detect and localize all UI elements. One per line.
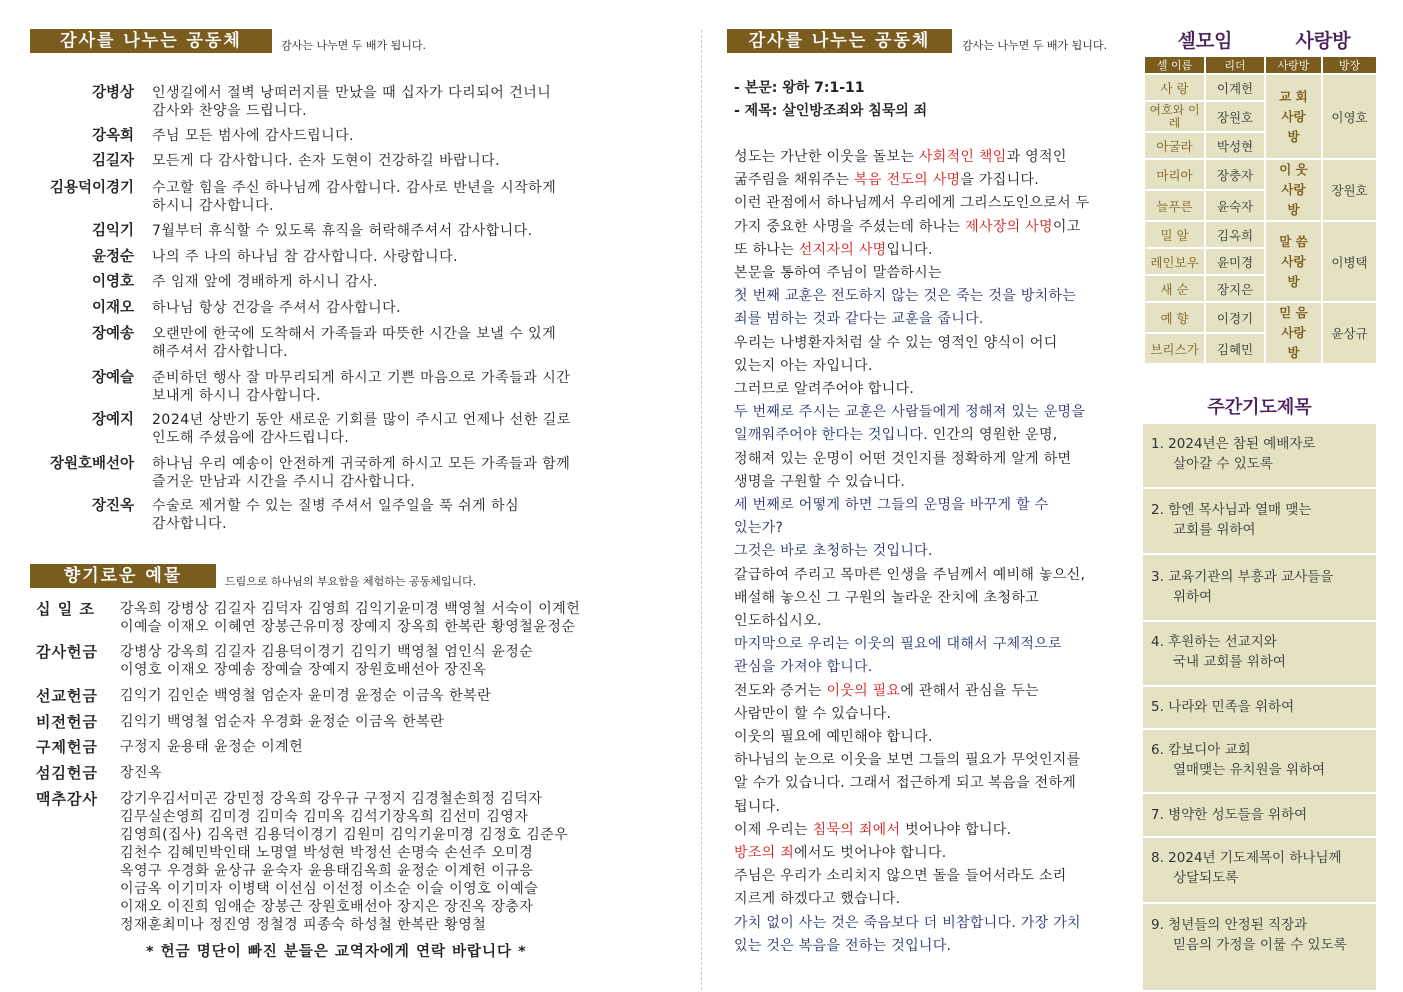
sermon-line [734, 147, 1134, 167]
prayer-item-line: 교회를 위하여 [1173, 522, 1256, 538]
sermon-text: 마지막으로 우리는 이웃의 필요에 대해서 구체적으로 [734, 636, 1062, 653]
room-head: 이병택 [1322, 221, 1377, 302]
prayer-item [1151, 632, 1373, 672]
sermon-text: 사람만이 할 수 있습니다. [734, 705, 892, 722]
cell-leader: 장지은 [1205, 275, 1265, 302]
thanks-message-line: 7월부터 휴식할 수 있도록 휴직을 허락해주셔서 감사합니다. [152, 223, 533, 239]
cell-row [1144, 74, 1377, 101]
offering-names-line: 강옥희 강병상 김길자 김덕자 김영희 김익기윤미경 백영철 서숙이 이계헌 [120, 601, 581, 617]
sermon-text: 본문을 통하여 주님이 말씀하시는 [734, 265, 942, 281]
sermon-emphasis: 선지자의 사명 [798, 241, 887, 258]
offering-label: 비전헌금 [36, 713, 98, 731]
cell-row [1144, 159, 1377, 190]
prayer-item [1151, 434, 1373, 474]
thanks-message [152, 325, 667, 361]
sermon-text: 관심을 가져야 합니다. [734, 659, 873, 676]
cell-name: 아굴라 [1144, 132, 1205, 159]
thanks-message-line: 2024년 상반기 동안 새로운 기회를 많이 주시고 언제나 선한 길로 [152, 412, 571, 428]
thanks-message [152, 455, 667, 491]
prayer-item-line: 2. 함엔 목사님과 열매 맺는 [1151, 502, 1312, 518]
thanks-message [152, 222, 667, 240]
offering-names-line: 김무실손영희 김미경 김미숙 김미옥 김석기장옥희 김선미 김영자 [120, 809, 529, 825]
prayer-item-line: 살아갈 수 있도록 [1173, 456, 1273, 472]
sermon-line [734, 913, 1134, 933]
sermon-text: 인도하십시오. [734, 613, 822, 629]
cell-leader-header: 리더 [1205, 56, 1265, 74]
cell-leader: 윤미경 [1205, 248, 1265, 275]
cell-name: 마리아 [1144, 159, 1205, 190]
sermon-text: 성도는 가난한 이웃을 돌보는 [734, 149, 919, 165]
thanks-message [152, 369, 667, 405]
prayer-title: 주간기도제목 [1207, 397, 1312, 418]
sermon-section-header: 감사를 나누는 공동체 [727, 29, 952, 53]
thanks-message-line: 인도해 주셨음에 감사드립니다. [152, 430, 350, 446]
thanks-message-line: 수술로 제거할 수 있는 질병 주셔서 일주일을 푹 쉬게 하심 [152, 498, 520, 514]
thanks-name: 윤정순 [91, 249, 134, 265]
prayer-item [1151, 915, 1373, 955]
prayer-item [1151, 567, 1373, 607]
cell-group-title: 셀모임 [1177, 30, 1233, 52]
cell-name: 밀 알 [1144, 221, 1205, 248]
sermon-line [734, 472, 1134, 492]
thanks-message-line: 하나님 항상 건강을 주셔서 감사합니다. [152, 300, 402, 316]
cell-name: 브리스가 [1144, 333, 1205, 364]
sermon-text: 있는가? [734, 520, 784, 537]
sermon-line [734, 704, 1134, 724]
sermon-text: 인간의 영원한 운명, [927, 427, 1058, 444]
sermon-line [734, 425, 1134, 445]
cell-leader: 이경기 [1205, 302, 1265, 333]
prayer-item-line: 위하여 [1173, 589, 1213, 605]
thanks-section-header: 감사를 나누는 공동체 [30, 29, 272, 53]
sermon-line [734, 449, 1134, 469]
offering-names-line: 강기우김서미곤 강민정 강옥희 강우규 구정지 김경철손희정 김덕자 [120, 791, 543, 807]
cell-row [1144, 302, 1377, 333]
offering-label: 십 일 조 [36, 600, 95, 618]
sermon-text: 두 번째로 주시는 교훈은 사람들에게 정해져 있는 운명을 [734, 404, 1086, 421]
sermon-text: 또 하나는 [734, 241, 799, 258]
sermon-text: 있는지 아는 자입니다. [734, 357, 873, 374]
prayer-separator [1143, 836, 1376, 838]
sermon-line [734, 820, 1134, 840]
offering-names [120, 713, 680, 731]
sermon-text: 이런 관점에서 하나님께서 우리에게 그리스도인으로서 두 [734, 195, 1090, 212]
offering-names [120, 687, 680, 705]
thanks-message-line: 감사와 찬양을 드립니다. [152, 103, 308, 119]
cell-group-table [1143, 55, 1378, 365]
love-room-title: 사랑방 [1295, 30, 1351, 52]
sermon-emphasis: 이웃의 필요 [826, 682, 901, 699]
sermon-line [734, 565, 1134, 585]
prayer-item [1151, 500, 1373, 540]
cell-leader: 장충자 [1205, 159, 1265, 190]
prayer-separator [1143, 728, 1376, 730]
prayer-item-line: 3. 교육기관의 부흥과 교사들을 [1151, 569, 1334, 585]
thanks-message [152, 299, 667, 317]
cell-leader: 박성현 [1205, 132, 1265, 159]
offering-names-line: 장진옥 [120, 765, 163, 781]
sermon-line [734, 843, 1134, 863]
thanks-message [152, 248, 667, 266]
prayer-separator [1143, 487, 1376, 489]
prayer-item [1151, 848, 1373, 888]
thanks-name: 김용덕이경기 [49, 180, 134, 196]
thanks-message-line: 즐거운 만남과 시간을 주시니 감사합니다. [152, 474, 416, 490]
offering-names-line: 이재오 이진희 임애순 장봉근 장원호배선아 장지은 장진옥 장충자 [120, 899, 534, 915]
sermon-line [734, 866, 1134, 886]
thanks-message-line: 해주셔서 감사합니다. [152, 344, 289, 360]
sermon-emphasis: 침묵의 죄에서 [812, 821, 901, 838]
cell-leader: 이계헌 [1205, 74, 1265, 101]
cell-name: 여호와 이레 [1144, 101, 1205, 132]
sermon-line [734, 309, 1134, 329]
sermon-line [734, 193, 1134, 213]
thanks-message-line: 나의 주 나의 하나님 참 감사합니다. 사랑합니다. [152, 249, 459, 265]
prayer-item-line: 1. 2024년은 참된 예배자로 [1151, 436, 1316, 452]
thanks-message-line: 수고할 힘을 주신 하나님께 감사합니다. 감사로 반년을 시작하게 [152, 180, 557, 196]
sermon-scripture: - 본문: 왕하 7:1-11 [734, 80, 865, 96]
cell-name-header: 셀 이름 [1144, 56, 1205, 74]
prayer-item-line: 국내 교회를 위하여 [1173, 654, 1286, 670]
sermon-text: 이웃의 필요에 예민해야 합니다. [734, 729, 933, 745]
sermon-line [734, 263, 1134, 283]
prayer-item-line: 8. 2024년 기도제목이 하나님께 [1151, 850, 1342, 866]
offering-names [120, 764, 680, 782]
sermon-text: 갈급하여 주리고 목마른 인생을 주님께서 예비해 놓으신, [734, 566, 1086, 583]
sermon-line [734, 286, 1134, 306]
offering-names-line: 김익기 백영철 엄순자 우경화 윤정순 이금옥 한복란 [120, 714, 445, 730]
sermon-text: 이제 우리는 [734, 821, 813, 838]
sermon-text: 굶주림을 채워주는 [734, 172, 855, 189]
sermon-line [734, 170, 1134, 190]
thanks-message [152, 152, 667, 170]
offering-names-line: 강병상 강옥희 김길자 김용덕이경기 김익기 백영철 엄인식 윤정순 [120, 644, 534, 660]
thanks-message-line: 하시니 감사합니다. [152, 198, 275, 214]
thanks-message-line: 오랜만에 한국에 도착해서 가족들과 따뜻한 시간을 보낼 수 있게 [152, 326, 557, 342]
sermon-text: 지르게 하겠다고 했습니다. [734, 891, 901, 908]
sermon-text: 에서도 벗어나야 합니다. [794, 845, 947, 861]
offering-names-line: 김영희(집사) 김옥련 김용덕이경기 김원미 김익기윤미경 김정호 김준우 [120, 827, 569, 843]
sermon-text: 일깨워주어야 한다는 것입니다. [734, 427, 928, 444]
sermon-text: 벗어나야 합니다. [900, 821, 1012, 838]
thanks-name: 장예지 [91, 412, 134, 428]
sermon-line [734, 588, 1134, 608]
offering-names-line: 옥영구 우경화 윤상규 윤숙자 윤용태김옥희 윤정순 이계헌 이규응 [120, 863, 534, 879]
thanks-message [152, 273, 667, 291]
thanks-name: 김길자 [91, 153, 134, 169]
room-head: 이영호 [1322, 74, 1377, 159]
thanks-name: 김익기 [91, 223, 134, 239]
sermon-text: 그러므로 알려주어야 합니다. [734, 381, 915, 397]
sermon-text: 전도와 증거는 [734, 682, 827, 699]
room-name-header: 사랑방 [1265, 56, 1322, 74]
cell-name: 새 순 [1144, 275, 1205, 302]
thanks-message [152, 179, 667, 215]
sermon-text: 그것은 바로 초청하는 것입니다. [734, 543, 933, 560]
thanks-name: 이재오 [91, 300, 134, 316]
offering-names [120, 600, 680, 636]
offering-names [120, 643, 680, 679]
sermon-text: 가지 중요한 사명을 주셨는데 하나는 [734, 218, 966, 235]
sermon-line [734, 611, 1134, 631]
sermon-text: 알 수가 있습니다. 그래서 접근하게 되고 복음을 전하게 [734, 775, 1077, 792]
thanks-message [152, 411, 667, 447]
thanks-message-line: 감사합니다. [152, 516, 228, 532]
cell-name: 늘푸른 [1144, 190, 1205, 221]
offering-names-line: 이예슬 이재오 이혜연 장봉근유미정 장예지 장옥희 한복란 황영철윤정순 [120, 619, 576, 635]
offering-names [120, 738, 680, 756]
thanks-message-line: 주 임재 앞에 경배하게 하시니 감사. [152, 274, 379, 290]
sermon-line [734, 541, 1134, 561]
sermon-line [734, 889, 1134, 909]
thanks-message-line: 준비하던 행사 잘 마무리되게 하시고 기쁜 마음으로 가족들과 시간 [152, 370, 571, 386]
thanks-message [152, 497, 667, 533]
room-name: 믿 음 사랑방 [1265, 302, 1322, 364]
thanks-message-line: 모든게 다 감사합니다. 손자 도현이 건강하길 바랍니다. [152, 153, 501, 169]
cell-leader: 김혜민 [1205, 333, 1265, 364]
room-head: 장원호 [1322, 159, 1377, 221]
sermon-emphasis: 복음 전도의 사명 [854, 172, 961, 189]
prayer-item [1151, 805, 1373, 825]
sermon-line [734, 936, 1134, 956]
sermon-text: 이고 [1052, 218, 1081, 235]
sermon-line [734, 727, 1134, 747]
sermon-text: 생명을 구원할 수 있습니다. [734, 473, 906, 490]
offering-names-line: 김천수 김혜민박인태 노명열 박성현 박정선 손명숙 손선주 오미경 [120, 845, 534, 861]
cell-row [1144, 221, 1377, 248]
thanks-name: 장예송 [91, 326, 134, 342]
cell-name: 사 랑 [1144, 74, 1205, 101]
sermon-line [734, 657, 1134, 677]
sermon-text: 에 관해서 관심을 두는 [900, 682, 1039, 699]
sermon-section-subtitle: 감사는 나누면 두 배가 됩니다. [962, 39, 1107, 52]
sermon-text: 세 번째로 어떻게 하면 그들의 운명을 바꾸게 할 수 [734, 497, 1049, 513]
sermon-text: 주님은 우리가 소리치지 않으면 돌을 들어서라도 소리 [734, 868, 1067, 885]
prayer-list [1143, 424, 1376, 990]
thanks-message-line: 주님 모든 범사에 감사드립니다. [152, 128, 355, 144]
offering-label: 구제헌금 [36, 738, 98, 756]
offering-section-subtitle: 드림으로 하나님의 부요함을 체험하는 공동체입니다. [225, 575, 477, 588]
room-name: 말 씀 사랑방 [1265, 221, 1322, 302]
sermon-line [734, 240, 1134, 260]
sermon-text: 우리는 나병환자처럼 살 수 있는 영적인 양식이 어디 [734, 334, 1058, 351]
prayer-item-line: 7. 병약한 성도들을 위하여 [1151, 807, 1308, 823]
room-name: 이 웃 사랑방 [1265, 159, 1322, 221]
sermon-emphasis: 제사장의 사명 [965, 218, 1053, 235]
thanks-name: 장진옥 [91, 498, 134, 514]
cell-name: 예 향 [1144, 302, 1205, 333]
thanks-name: 강옥희 [91, 128, 134, 144]
cell-name: 레인보우 [1144, 248, 1205, 275]
prayer-item-line: 믿음의 가정을 이룰 수 있도록 [1173, 937, 1347, 953]
cell-leader: 장원호 [1205, 101, 1265, 132]
sermon-line [734, 495, 1134, 515]
sermon-text: 가치 없이 사는 것은 죽음보다 더 비참합니다. 가장 가치 [734, 914, 1081, 931]
prayer-item-line: 5. 나라와 민족을 위하여 [1151, 699, 1295, 715]
prayer-item [1151, 697, 1373, 717]
sermon-text: 죄를 범하는 것과 같다는 교훈을 줍니다. [734, 311, 984, 328]
sermon-line [734, 402, 1134, 422]
thanks-message-line: 하나님 우리 예송이 안전하게 귀국하게 하시고 모든 가족들과 함께 [152, 456, 571, 472]
sermon-line [734, 379, 1134, 399]
sermon-text: 있는 것은 복음을 전하는 것입니다. [734, 937, 952, 954]
prayer-separator [1143, 902, 1376, 904]
prayer-separator [1143, 685, 1376, 687]
prayer-item-line: 상달되도록 [1173, 870, 1239, 886]
thanks-name: 장원호배선아 [49, 456, 134, 472]
prayer-separator [1143, 792, 1376, 794]
room-name: 교 회 사랑방 [1265, 74, 1322, 159]
thanks-name: 이영호 [91, 274, 134, 290]
sermon-text: 을 가집니다. [960, 172, 1039, 189]
prayer-item-line: 4. 후원하는 선교지와 [1151, 634, 1277, 650]
offering-names-line: 이금옥 이기미자 이병택 이선심 이선정 이소순 이슬 이영호 이예슬 [120, 881, 539, 897]
prayer-item-line: 6. 캄보디아 교회 [1151, 742, 1251, 758]
sermon-text: 정해져 있는 운명이 어떤 것인지를 정확하게 알게 하면 [734, 450, 1072, 467]
offering-section-header: 향기로운 예물 [30, 564, 216, 588]
sermon-line [734, 681, 1134, 701]
thanks-message [152, 127, 667, 145]
sermon-line [734, 797, 1134, 817]
sermon-line [734, 333, 1134, 353]
prayer-separator [1143, 553, 1376, 555]
sermon-line [734, 773, 1134, 793]
sermon-line [734, 356, 1134, 376]
thanks-name: 강병상 [91, 85, 134, 101]
offering-names-line: 이영호 이재오 장예송 장예슬 장예지 장원호배선아 장진옥 [120, 662, 487, 678]
prayer-item-line: 열매맺는 유치원을 위하여 [1173, 762, 1326, 778]
offering-names [120, 790, 680, 934]
cell-leader: 윤숙자 [1205, 190, 1265, 221]
offering-label: 맥추감사 [36, 790, 98, 808]
offering-names-line: 구정지 윤용태 윤정순 이계헌 [120, 739, 304, 755]
offering-names-line: 정재훈최미나 정진영 정철경 피종숙 하성철 한복란 황영철 [120, 917, 487, 933]
sermon-text: 첫 번째 교훈은 전도하지 않는 것은 죽는 것을 방치하는 [734, 288, 1077, 305]
sermon-line [734, 217, 1134, 237]
thanks-message-line: 보내게 하시니 감사합니다. [152, 388, 322, 404]
sermon-text: 입니다. [886, 241, 933, 258]
sermon-text: 됩니다. [734, 798, 781, 815]
sermon-emphasis: 사회적인 책임 [918, 149, 1007, 165]
cell-leader: 김옥희 [1205, 221, 1265, 248]
thanks-section-subtitle: 감사는 나누면 두 배가 됩니다. [281, 39, 426, 52]
offering-names-line: 김익기 김인순 백영철 엄순자 윤미경 윤정순 이금옥 한복란 [120, 688, 492, 704]
prayer-item-line: 9. 청년들의 안정된 직장과 [1151, 917, 1308, 933]
offering-label: 선교헌금 [36, 687, 98, 705]
offering-label: 감사헌금 [36, 643, 98, 661]
sermon-emphasis: 방조의 죄 [734, 845, 795, 861]
room-head-header: 방장 [1322, 56, 1377, 74]
thanks-message [152, 84, 667, 120]
room-head: 윤상규 [1322, 302, 1377, 364]
prayer-item [1151, 740, 1373, 780]
thanks-name: 장예슬 [91, 370, 134, 386]
page-divider [701, 30, 702, 990]
sermon-title: - 제목: 살인방조죄와 침묵의 죄 [734, 103, 928, 119]
prayer-separator [1143, 620, 1376, 622]
thanks-message-line: 인생길에서 절벽 낭떠러지를 만났을 때 십자가 다리되어 건너니 [152, 85, 552, 101]
sermon-text: 과 영적인 [1006, 149, 1067, 165]
sermon-line [734, 634, 1134, 654]
sermon-text: 배설해 놓으신 그 구원의 놀라운 잔치에 초청하고 [734, 589, 1039, 606]
sermon-text: 하나님의 눈으로 이웃을 보면 그들의 필요가 무엇인지를 [734, 752, 1081, 769]
offering-label: 섬김헌금 [36, 764, 98, 782]
sermon-line [734, 518, 1134, 538]
sermon-line [734, 750, 1134, 770]
offering-footnote: * 헌금 명단이 빠진 분들은 교역자에게 연락 바랍니다 * [146, 944, 527, 960]
